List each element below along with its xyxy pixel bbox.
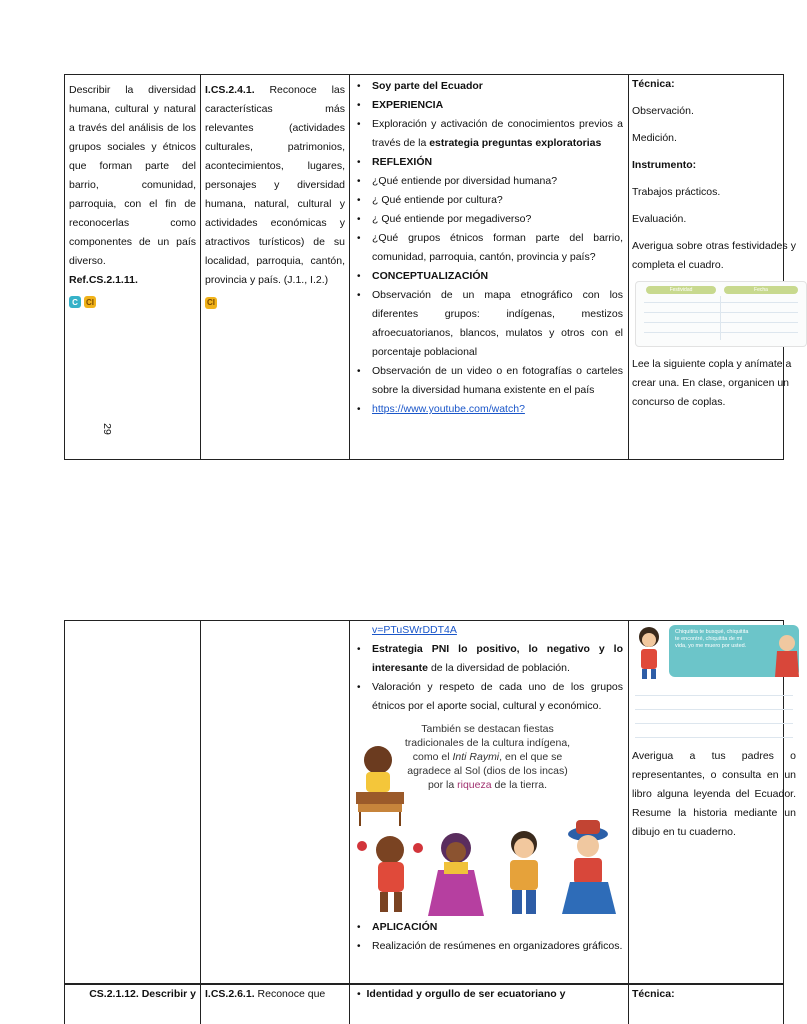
list-item: • Estrategia PNI lo positivo, lo negativo y lo interesante de la diversidad de población. [357,640,623,678]
indicator-column: I.CS.2.6.1. Reconoce que [201,985,350,1024]
list-item: • ¿Qué grupos étnicos forman parte del barrio, comunidad, parroquia, cantón, provincia y país? [357,229,623,267]
indicator-description: Reconoce las características más relevantes (actividades culturales, patrimonios, acontecimientos, lugares, personajes y diversidad humana, natural, cultural y actividades económicas y atractivos turísticos) de su localidad, parroquia, cantón, provincia y país. (J.1., I.2.) [205,84,345,286]
list-item: • Valoración y respeto de cada uno de los grupos étnicos por el aporte social, cultural y económico. [357,678,623,716]
skill-column [65,75,201,459]
video-link[interactable]: https://www.youtube.com/watch? [372,403,525,415]
list-item: • Observación de un mapa etnográfico con los diferentes grupos: indígenas, mestizos afroecuatorianos, blancos, mulatos y otros con el porcentaje poblacional [357,286,623,362]
writing-lines [635,689,793,741]
copla-lines: Chiquitita te busqué, chiquitita te encontré, chiquitita de mi vida, yo me muero por usted. [675,629,749,649]
festivities-worksheet [635,281,807,347]
bullet-icon: • [357,119,361,130]
copla-card [629,621,799,681]
activities-column [350,621,629,983]
indicator-code: I.CS.2.4.1. [205,84,255,96]
planning-table-bottom [64,620,796,984]
skill-description: Describir la diversidad humana, cultural y natural a través del análisis de los grupos sociales y étnicos que forman parte del barrio, comunidad, parroquia, con el fin de reconocerlas como componentes de un país diverso. [69,84,196,267]
indicator-text [201,75,349,290]
skill-column [65,621,201,983]
video-link-continuation[interactable]: v=PTuSWrDDT4A [372,624,457,636]
children-dancing-icon [350,722,629,918]
bullet-icon: • [357,404,361,415]
bullet-icon: • [357,100,361,111]
list-item: • APLICACIÓN [357,918,623,937]
bullet-icon: • [357,290,361,301]
list-item: • ¿ Qué entiende por cultura? [357,191,623,210]
page-number: 29 [100,423,113,435]
bullet-icon: • [357,81,361,92]
averigua-text: Averigua sobre otras festividades y completa el cuadro. [632,240,796,271]
indicator-column [201,75,350,459]
tecnica-label: Técnica: [632,988,675,1000]
activities-list [350,75,628,419]
skill-reference: Ref.CS.2.1.11. [69,274,138,286]
activities-list [350,918,628,956]
bullet-icon: • [357,941,361,952]
illustration-caption: También se destacan fiestas tradicionales de la cultura indígena, como el Inti Raymi, en el que se agradece al Sol (dios de los incas) por la riqueza de la tierra. [404,723,571,791]
bullet-icon: • [357,644,361,655]
list-item: • ¿ Qué entiende por megadiverso? [357,210,623,229]
bullet-icon: • [357,195,361,206]
worksheet-header: Fecha [724,286,798,294]
bullet-icon: • [357,682,361,693]
instrumento-item: Evaluación. [632,213,687,225]
instrumento-item: Trabajos prácticos. [632,186,721,198]
tecnica-label: Técnica: [632,78,675,90]
bullet-icon: • [357,176,361,187]
worksheet-header: Festividad [646,286,716,294]
competency-icons [65,296,200,308]
tecnica-item: Observación. [632,105,694,117]
list-item [357,400,623,419]
list-item: • EXPERIENCIA [357,96,623,115]
evaluation-column [629,75,799,459]
bullet-icon: • [357,988,367,1000]
skill-column [65,985,201,1024]
planning-table-next [64,984,784,1024]
indicator-column [201,621,350,983]
list-item: • Exploración y activación de conocimientos previos a través de la estrategia preguntas exploratorias [357,115,623,153]
list-item: • Observación de un video o en fotografías o carteles sobre la diversidad humana existente en el país [357,362,623,400]
activities-column [350,75,629,459]
list-item: • ¿Qué entiende por diversidad humana? [357,172,623,191]
bullet-icon: • [357,233,361,244]
inti-raymi-illustration [350,722,628,918]
activities-list [350,640,628,716]
competency-ci-icon: CI [207,298,215,307]
competency-ci-icon: CI [86,297,94,307]
bullet-icon: • [357,271,361,282]
evaluation-column [629,621,799,983]
list-item: • Soy parte del Ecuador [357,77,623,96]
tecnica-item: Medición. [632,132,677,144]
competency-c-icon: C [69,296,81,308]
instrumento-label: Instrumento: [632,159,697,171]
bullet-icon: • [357,922,361,933]
list-item: • CONCEPTUALIZACIÓN [357,267,623,286]
list-item: • REFLEXIÓN [357,153,623,172]
activities-column: • Identidad y orgullo de ser ecuatoriano y [350,985,629,1024]
copla-instructions: Lee la siguiente copla y anímate a crear una. En clase, organicen un concurso de coplas. [632,358,792,408]
skill-code: CS.2.1.12. Describir y [89,988,196,1000]
evaluation-column [629,985,799,1024]
bullet-icon: • [357,214,361,225]
list-item: • Realización de resúmenes en organizadores gráficos. [357,937,623,956]
planning-table-top [64,74,796,460]
leyenda-instructions: Averigua a tus padres o representantes, o consulta en un libro alguna leyenda del Ecuador. Resume la historia mediante un dibujo en tu cuaderno. [632,750,796,838]
bullet-icon: • [357,157,361,168]
bullet-icon: • [357,366,361,377]
